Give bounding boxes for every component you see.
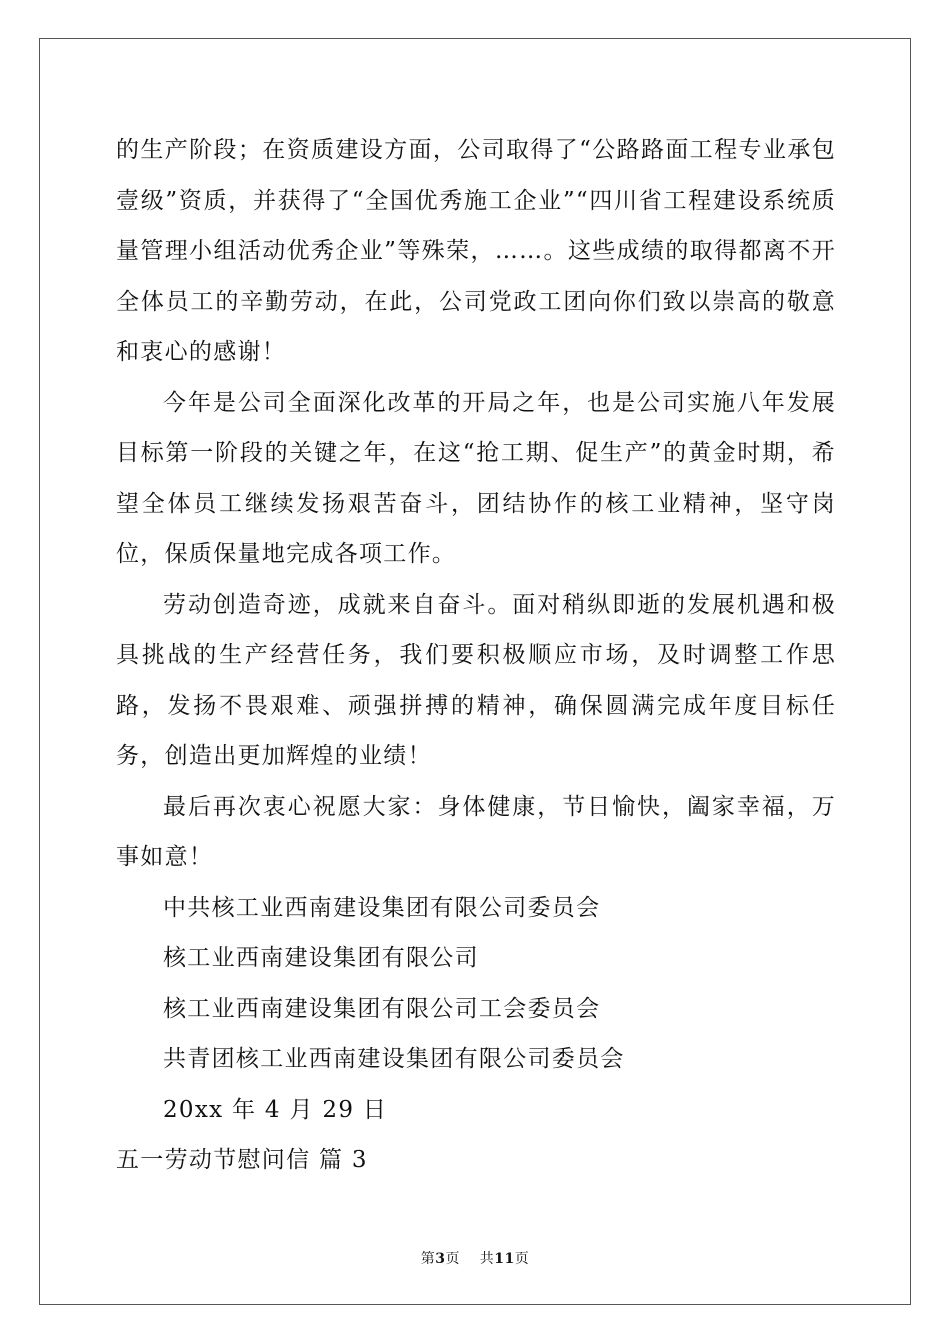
signature-company: 核工业西南建设集团有限公司	[163, 945, 479, 971]
footer-page-prefix: 第	[420, 1251, 436, 1267]
page-footer	[0, 1248, 950, 1268]
next-section-heading: 五一劳动节慰问信 篇 3	[116, 1147, 368, 1173]
footer-total-pages: 11	[494, 1251, 515, 1267]
footer-page-mid: 页 共	[445, 1251, 495, 1267]
paragraph-labor-creates: 劳动创造奇迹，成就来自奋斗。面对稍纵即逝的发展机遇和极具挑战的生产经营任务，我们要积极顺应市场，及时调整工作思路，发扬不畏艰难、顽强拼搏的精神，确保圆满完成年度目标任务，创造出更加辉煌的业绩！	[116, 591, 836, 769]
paragraph-achievements: 的生产阶段；在资质建设方面，公司取得了“公路路面工程专业承包壹级”资质，并获得了“全国优秀施工企业”“四川省工程建设系统质量管理小组活动优秀企业”等殊荣，……。这些成绩的取得都离不开全体员工的辛勤劳动，在此，公司党政工团向你们致以崇高的敬意和衷心的感谢！	[116, 137, 836, 365]
signature-labor-union: 核工业西南建设集团有限公司工会委员会	[163, 995, 601, 1022]
signature-party-committee: 中共核工业西南建设集团有限公司委员会	[163, 894, 601, 921]
letter-date: 20xx 年 4 月 29 日	[163, 1096, 388, 1123]
footer-page-suffix: 页	[514, 1251, 530, 1267]
signature-youth-league: 共青团核工业西南建设集团有限公司委员会	[163, 1046, 625, 1072]
document-body	[116, 125, 836, 1186]
paragraph-this-year: 今年是公司全面深化改革的开局之年，也是公司实施八年发展目标第一阶段的关键之年，在这“抢工期、促生产”的黄金时期，希望全体员工继续发扬艰苦奋斗，团结协作的核工业精神，坚守岗位，保质保量地完成各项工作。	[116, 389, 836, 567]
paragraph-wishes: 最后再次衷心祝愿大家：身体健康，节日愉快，阖家幸福，万事如意！	[116, 793, 836, 870]
footer-current-page: 3	[435, 1251, 446, 1267]
